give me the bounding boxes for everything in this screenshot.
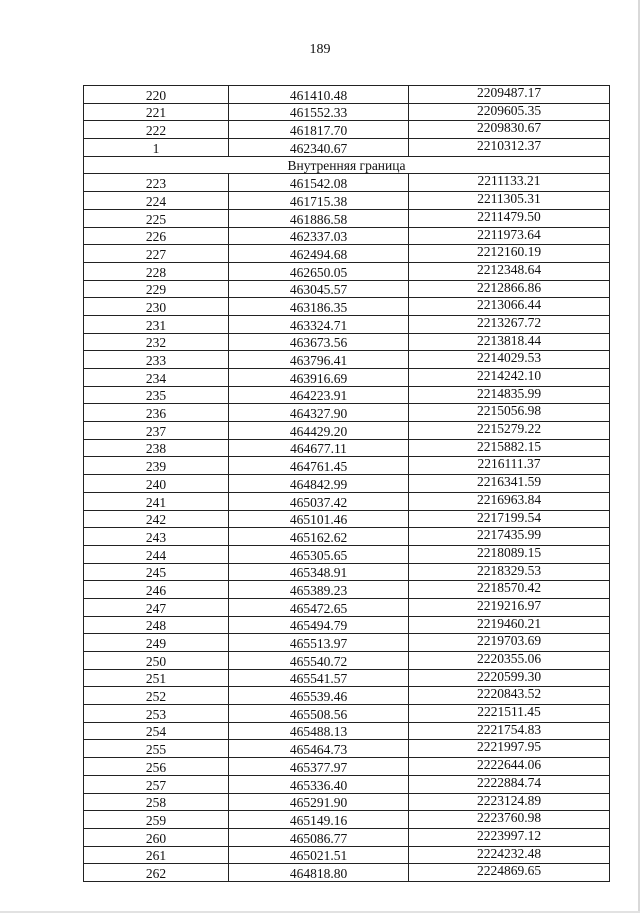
point-number-cell: 227 <box>84 245 229 263</box>
table-row <box>84 581 610 599</box>
x-coordinate-cell: 465037.42 <box>229 492 409 510</box>
table-row <box>84 687 610 705</box>
table-row <box>84 864 610 882</box>
coordinates-table-body <box>84 86 610 882</box>
x-coordinate-cell: 462494.68 <box>229 245 409 263</box>
y-coordinate-cell: 2211973.64 <box>409 227 610 245</box>
y-coordinate-cell: 2213066.44 <box>409 298 610 316</box>
table-row <box>84 598 610 616</box>
table-row <box>84 545 610 563</box>
point-number-cell: 248 <box>84 616 229 634</box>
x-coordinate-cell: 465389.23 <box>229 581 409 599</box>
y-coordinate-cell: 2214835.99 <box>409 386 610 404</box>
y-coordinate-cell: 2223760.98 <box>409 811 610 829</box>
section-title: Внутренняя граница <box>84 156 610 174</box>
point-number-cell: 225 <box>84 209 229 227</box>
table-row <box>84 811 610 829</box>
table-row <box>84 758 610 776</box>
point-number-cell: 256 <box>84 758 229 776</box>
y-coordinate-cell: 2218329.53 <box>409 563 610 581</box>
point-number-cell: 245 <box>84 563 229 581</box>
y-coordinate-cell: 2220599.30 <box>409 669 610 687</box>
table-row <box>84 828 610 846</box>
y-coordinate-cell: 2220843.52 <box>409 687 610 705</box>
section-header-row <box>84 156 610 174</box>
x-coordinate-cell: 465305.65 <box>229 545 409 563</box>
table-row <box>84 669 610 687</box>
table-row <box>84 775 610 793</box>
point-number-cell: 229 <box>84 280 229 298</box>
y-coordinate-cell: 2214029.53 <box>409 351 610 369</box>
point-number-cell: 232 <box>84 333 229 351</box>
x-coordinate-cell: 461817.70 <box>229 121 409 139</box>
y-coordinate-cell: 2213267.72 <box>409 315 610 333</box>
point-number-cell: 234 <box>84 369 229 387</box>
point-number-cell: 220 <box>84 86 229 104</box>
table-row <box>84 510 610 528</box>
x-coordinate-cell: 464327.90 <box>229 404 409 422</box>
point-number-cell: 237 <box>84 422 229 440</box>
table-row <box>84 846 610 864</box>
point-number-cell: 226 <box>84 227 229 245</box>
x-coordinate-cell: 465162.62 <box>229 528 409 546</box>
point-number-cell: 257 <box>84 775 229 793</box>
table-row <box>84 209 610 227</box>
point-number-cell: 244 <box>84 545 229 563</box>
point-number-cell: 224 <box>84 192 229 210</box>
point-number-cell: 230 <box>84 298 229 316</box>
x-coordinate-cell: 465508.56 <box>229 705 409 723</box>
y-coordinate-cell: 2215279.22 <box>409 422 610 440</box>
table-row <box>84 280 610 298</box>
point-number-cell: 259 <box>84 811 229 829</box>
point-number-cell: 231 <box>84 315 229 333</box>
x-coordinate-cell: 461886.58 <box>229 209 409 227</box>
y-coordinate-cell: 2209830.67 <box>409 121 610 139</box>
point-number-cell: 239 <box>84 457 229 475</box>
x-coordinate-cell: 465149.16 <box>229 811 409 829</box>
table-row <box>84 793 610 811</box>
point-number-cell: 258 <box>84 793 229 811</box>
point-number-cell: 261 <box>84 846 229 864</box>
x-coordinate-cell: 465291.90 <box>229 793 409 811</box>
coordinates-table <box>83 85 610 882</box>
table-row <box>84 422 610 440</box>
x-coordinate-cell: 464818.80 <box>229 864 409 882</box>
x-coordinate-cell: 465539.46 <box>229 687 409 705</box>
table-row <box>84 386 610 404</box>
point-number-cell: 223 <box>84 174 229 192</box>
y-coordinate-cell: 2212160.19 <box>409 245 610 263</box>
y-coordinate-cell: 2217199.54 <box>409 510 610 528</box>
table-row <box>84 333 610 351</box>
table-row <box>84 192 610 210</box>
x-coordinate-cell: 465101.46 <box>229 510 409 528</box>
x-coordinate-cell: 463796.41 <box>229 351 409 369</box>
point-number-cell: 247 <box>84 598 229 616</box>
x-coordinate-cell: 465348.91 <box>229 563 409 581</box>
point-number-cell: 246 <box>84 581 229 599</box>
point-number-cell: 1 <box>84 139 229 157</box>
y-coordinate-cell: 2211305.31 <box>409 192 610 210</box>
x-coordinate-cell: 465377.97 <box>229 758 409 776</box>
point-number-cell: 260 <box>84 828 229 846</box>
table-row <box>84 174 610 192</box>
x-coordinate-cell: 461542.08 <box>229 174 409 192</box>
x-coordinate-cell: 465541.57 <box>229 669 409 687</box>
table-row <box>84 492 610 510</box>
table-row <box>84 404 610 422</box>
point-number-cell: 242 <box>84 510 229 528</box>
table-row <box>84 351 610 369</box>
x-coordinate-cell: 464842.99 <box>229 475 409 493</box>
table-row <box>84 439 610 457</box>
y-coordinate-cell: 2219216.97 <box>409 598 610 616</box>
y-coordinate-cell: 2212866.86 <box>409 280 610 298</box>
x-coordinate-cell: 465021.51 <box>229 846 409 864</box>
y-coordinate-cell: 2222644.06 <box>409 758 610 776</box>
x-coordinate-cell: 465086.77 <box>229 828 409 846</box>
y-coordinate-cell: 2212348.64 <box>409 262 610 280</box>
x-coordinate-cell: 464761.45 <box>229 457 409 475</box>
x-coordinate-cell: 462340.67 <box>229 139 409 157</box>
point-number-cell: 243 <box>84 528 229 546</box>
point-number-cell: 249 <box>84 634 229 652</box>
table-row <box>84 86 610 104</box>
y-coordinate-cell: 2209487.17 <box>409 86 610 104</box>
point-number-cell: 241 <box>84 492 229 510</box>
x-coordinate-cell: 462337.03 <box>229 227 409 245</box>
table-row <box>84 528 610 546</box>
table-row <box>84 634 610 652</box>
x-coordinate-cell: 465472.65 <box>229 598 409 616</box>
table-row <box>84 369 610 387</box>
table-row <box>84 652 610 670</box>
y-coordinate-cell: 2222884.74 <box>409 775 610 793</box>
y-coordinate-cell: 2211133.21 <box>409 174 610 192</box>
y-coordinate-cell: 2215882.15 <box>409 439 610 457</box>
point-number-cell: 228 <box>84 262 229 280</box>
point-number-cell: 221 <box>84 103 229 121</box>
y-coordinate-cell: 2219460.21 <box>409 616 610 634</box>
point-number-cell: 222 <box>84 121 229 139</box>
y-coordinate-cell: 2209605.35 <box>409 103 610 121</box>
point-number-cell: 236 <box>84 404 229 422</box>
x-coordinate-cell: 461715.38 <box>229 192 409 210</box>
point-number-cell: 252 <box>84 687 229 705</box>
point-number-cell: 262 <box>84 864 229 882</box>
x-coordinate-cell: 465488.13 <box>229 722 409 740</box>
y-coordinate-cell: 2221997.95 <box>409 740 610 758</box>
x-coordinate-cell: 465494.79 <box>229 616 409 634</box>
table-row <box>84 616 610 634</box>
point-number-cell: 253 <box>84 705 229 723</box>
y-coordinate-cell: 2217435.99 <box>409 528 610 546</box>
y-coordinate-cell: 2214242.10 <box>409 369 610 387</box>
table-row <box>84 315 610 333</box>
table-row <box>84 457 610 475</box>
y-coordinate-cell: 2224232.48 <box>409 846 610 864</box>
point-number-cell: 250 <box>84 652 229 670</box>
x-coordinate-cell: 463673.56 <box>229 333 409 351</box>
x-coordinate-cell: 463324.71 <box>229 315 409 333</box>
y-coordinate-cell: 2218570.42 <box>409 581 610 599</box>
x-coordinate-cell: 465513.97 <box>229 634 409 652</box>
y-coordinate-cell: 2221754.83 <box>409 722 610 740</box>
table-row <box>84 475 610 493</box>
table-row <box>84 262 610 280</box>
x-coordinate-cell: 464429.20 <box>229 422 409 440</box>
y-coordinate-cell: 2218089.15 <box>409 545 610 563</box>
y-coordinate-cell: 2224869.65 <box>409 864 610 882</box>
table-row <box>84 227 610 245</box>
y-coordinate-cell: 2211479.50 <box>409 209 610 227</box>
x-coordinate-cell: 465540.72 <box>229 652 409 670</box>
table-row <box>84 298 610 316</box>
x-coordinate-cell: 465336.40 <box>229 775 409 793</box>
table-row <box>84 722 610 740</box>
point-number-cell: 251 <box>84 669 229 687</box>
point-number-cell: 238 <box>84 439 229 457</box>
page-number: 189 <box>309 42 331 57</box>
x-coordinate-cell: 465464.73 <box>229 740 409 758</box>
x-coordinate-cell: 462650.05 <box>229 262 409 280</box>
y-coordinate-cell: 2223997.12 <box>409 828 610 846</box>
table-row <box>84 121 610 139</box>
point-number-cell: 240 <box>84 475 229 493</box>
point-number-cell: 235 <box>84 386 229 404</box>
y-coordinate-cell: 2220355.06 <box>409 652 610 670</box>
y-coordinate-cell: 2213818.44 <box>409 333 610 351</box>
x-coordinate-cell: 464223.91 <box>229 386 409 404</box>
table-row <box>84 705 610 723</box>
table-row <box>84 740 610 758</box>
y-coordinate-cell: 2223124.89 <box>409 793 610 811</box>
y-coordinate-cell: 2216111.37 <box>409 457 610 475</box>
y-coordinate-cell: 2210312.37 <box>409 139 610 157</box>
y-coordinate-cell: 2216341.59 <box>409 475 610 493</box>
point-number-cell: 233 <box>84 351 229 369</box>
y-coordinate-cell: 2221511.45 <box>409 705 610 723</box>
table-row <box>84 139 610 157</box>
x-coordinate-cell: 461552.33 <box>229 103 409 121</box>
x-coordinate-cell: 463916.69 <box>229 369 409 387</box>
y-coordinate-cell: 2219703.69 <box>409 634 610 652</box>
x-coordinate-cell: 463045.57 <box>229 280 409 298</box>
table-row <box>84 245 610 263</box>
point-number-cell: 254 <box>84 722 229 740</box>
x-coordinate-cell: 464677.11 <box>229 439 409 457</box>
y-coordinate-cell: 2215056.98 <box>409 404 610 422</box>
x-coordinate-cell: 463186.35 <box>229 298 409 316</box>
table-row <box>84 103 610 121</box>
point-number-cell: 255 <box>84 740 229 758</box>
y-coordinate-cell: 2216963.84 <box>409 492 610 510</box>
x-coordinate-cell: 461410.48 <box>229 86 409 104</box>
table-row <box>84 563 610 581</box>
